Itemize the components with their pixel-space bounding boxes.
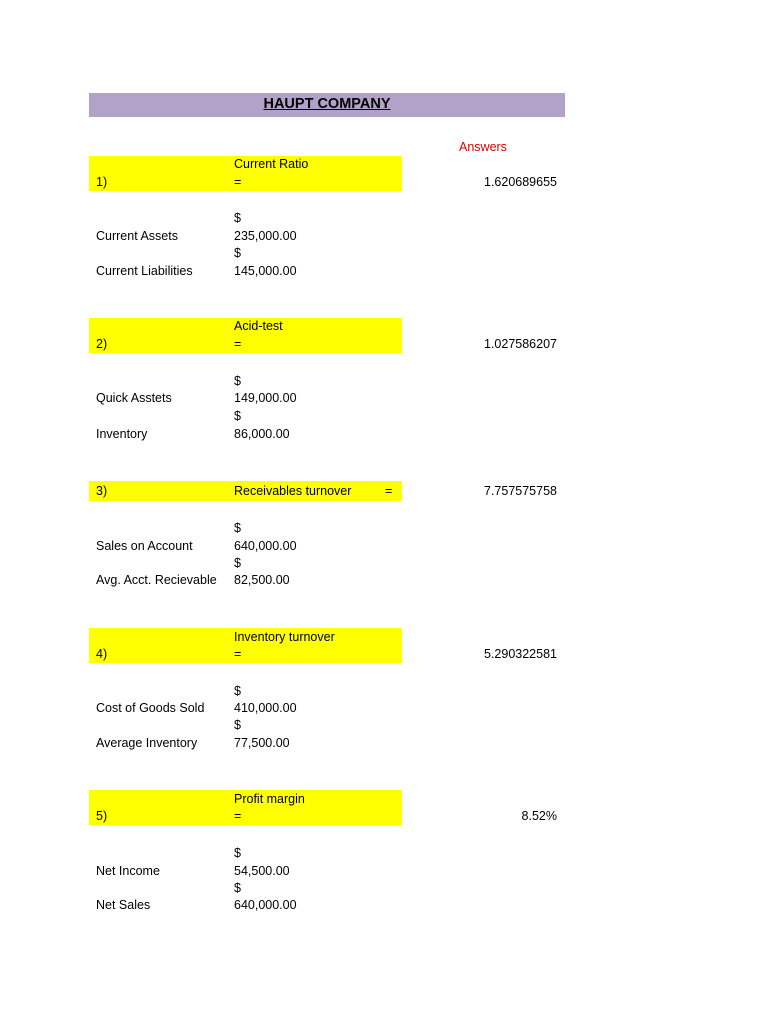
problem-5-item-2-amount: 640,000.00 — [234, 898, 297, 912]
problem-5-item-1-amount: 54,500.00 — [234, 864, 290, 878]
problem-3-item-2-currency: $ — [234, 556, 241, 570]
problem-3-answer: 7.757575758 — [484, 484, 557, 498]
problem-2-answer: 1.027586207 — [484, 337, 557, 351]
problem-2-item-1-label: Quick Asstets — [96, 391, 172, 405]
problem-1-item-2-amount: 145,000.00 — [234, 264, 297, 278]
problem-2-ratio-name: Acid-test — [234, 319, 283, 333]
problem-3-item-2-amount: 82,500.00 — [234, 573, 290, 587]
problem-4-number: 4) — [96, 647, 108, 661]
problem-4-answer: 5.290322581 — [484, 647, 557, 661]
problem-5-ratio-name: Profit margin — [234, 792, 305, 806]
problem-1-number: 1) — [96, 175, 108, 189]
problem-3-equals: = — [385, 484, 393, 498]
problem-5-item-2-label: Net Sales — [96, 898, 151, 912]
problem-3-item-1-amount: 640,000.00 — [234, 539, 297, 553]
problem-2-item-2-amount: 86,000.00 — [234, 427, 290, 441]
problem-3-item-1-currency: $ — [234, 521, 241, 535]
problem-5-item-1-currency: $ — [234, 846, 241, 860]
problem-5-item-2-currency: $ — [234, 881, 241, 895]
problem-2-number: 2) — [96, 337, 108, 351]
problem-4-item-1-label: Cost of Goods Sold — [96, 701, 205, 715]
problem-4-item-1-currency: $ — [234, 684, 241, 698]
problem-2-equals: = — [234, 337, 242, 351]
problem-5-item-1-label: Net Income — [96, 864, 160, 878]
problem-1-item-1-currency: $ — [234, 211, 241, 225]
problem-1-item-1-amount: 235,000.00 — [234, 229, 297, 243]
problem-5-equals: = — [234, 809, 242, 823]
problem-1-equals: = — [234, 175, 242, 189]
problem-1-item-2-label: Current Liabilities — [96, 264, 193, 278]
problem-2-item-1-currency: $ — [234, 374, 241, 388]
problem-1-item-1-label: Current Assets — [96, 229, 178, 243]
problem-4-equals: = — [234, 647, 242, 661]
problem-4-item-2-amount: 77,500.00 — [234, 736, 290, 750]
title-bar — [89, 93, 565, 117]
problem-3-number: 3) — [96, 484, 108, 498]
problem-4-ratio-name: Inventory turnover — [234, 630, 335, 644]
problem-4-item-2-currency: $ — [234, 718, 241, 732]
problem-2-item-2-currency: $ — [234, 409, 241, 423]
answers-label: Answers — [459, 140, 507, 154]
problem-3-item-1-label: Sales on Account — [96, 539, 193, 553]
problem-3-ratio-name: Receivables turnover — [234, 484, 352, 498]
problem-1-item-2-currency: $ — [234, 246, 241, 260]
problem-2-item-1-amount: 149,000.00 — [234, 391, 297, 405]
problem-5-number: 5) — [96, 809, 108, 823]
problem-1-answer: 1.620689655 — [484, 175, 557, 189]
problem-4-item-1-amount: 410,000.00 — [234, 701, 297, 715]
problem-1-ratio-name: Current Ratio — [234, 157, 309, 171]
problem-3-item-2-label: Avg. Acct. Recievable — [96, 573, 217, 587]
problem-5-answer: 8.52% — [521, 809, 557, 823]
company-title: HAUPT COMPANY — [263, 96, 391, 112]
problem-4-item-2-label: Average Inventory — [96, 736, 198, 750]
problem-2-item-2-label: Inventory — [96, 427, 148, 441]
